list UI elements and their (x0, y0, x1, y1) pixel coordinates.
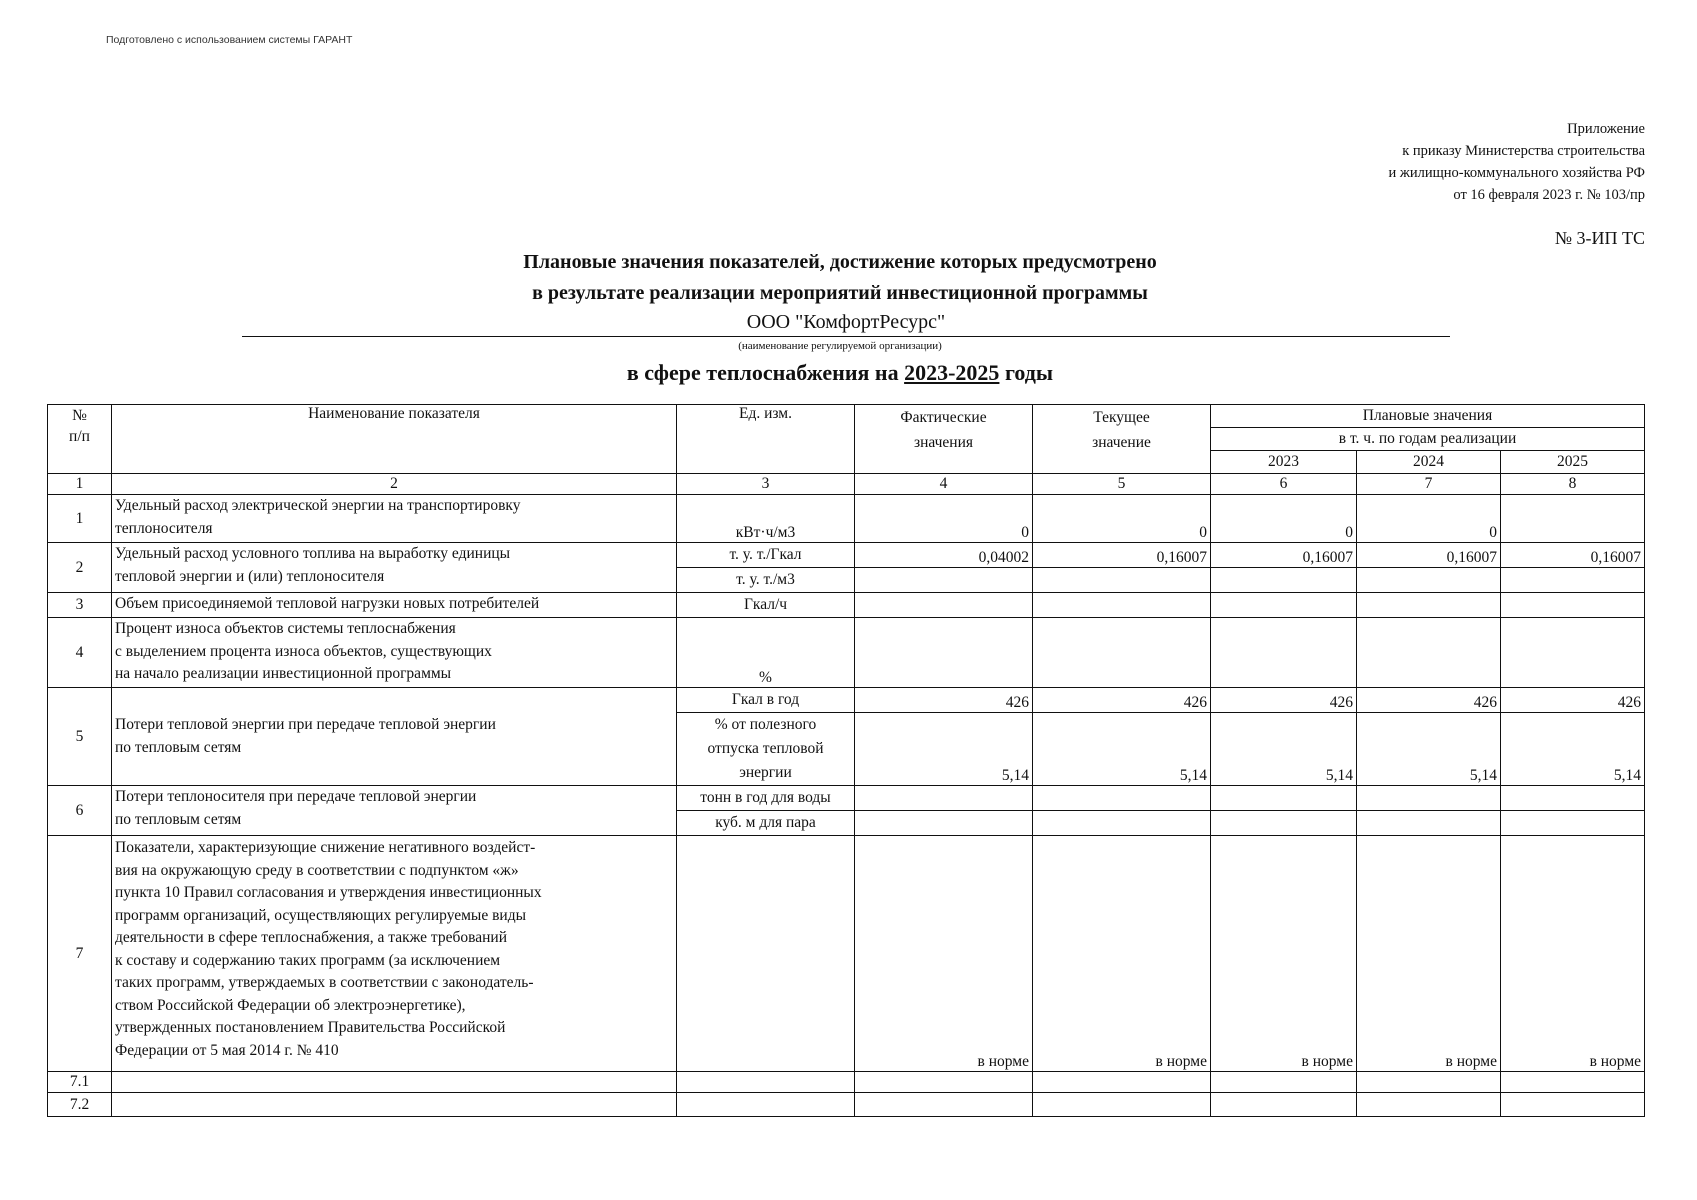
row-unit: % от полезного отпуска тепловой энергии (677, 713, 855, 786)
table-row (48, 618, 1645, 688)
table-row (48, 786, 1645, 811)
table-row (48, 688, 1645, 713)
col-number: 8 (1501, 474, 1645, 495)
title-line-1: Плановые значения показателей, достижение которых предусмотрено (523, 251, 1157, 273)
header-year-2023: 2023 (1211, 451, 1357, 474)
empty-cell (112, 1093, 677, 1117)
row-num: 3 (48, 593, 112, 618)
row-num: 4 (48, 618, 112, 688)
empty-cell (1033, 618, 1211, 688)
col-number: 5 (1033, 474, 1211, 495)
appendix-line: и жилищно-коммунального хозяйства РФ (1388, 165, 1645, 181)
row-name: Показатели, характеризующие снижение негативного воздейст- вия на окружающую среду в соответствии с подпунктом «ж» пункта 10 Правил согласования и утверждения инвестиционных программ организаций, осуществляющих регулируемые виды деятельности в сфере теплоснабжения, а также требований к составу и содержанию таких программ (за исключением таких программ, утверждаемых в соответствии с законодатель- ством Российской Федерации об электроэнергетике), утвержденных постановлением Правительства Российской Федерации от 5 мая 2014 г. № 410 (112, 836, 677, 1072)
title-prefix: в сфере теплоснабжения на (626, 360, 905, 385)
appendix-line: Приложение (1567, 121, 1645, 137)
empty-cell (855, 568, 1033, 593)
value-2024: 426 (1357, 688, 1501, 713)
row-num: 7.2 (48, 1093, 112, 1117)
header-actual: Фактические значения (855, 405, 1033, 474)
row-unit: Гкал/ч (677, 593, 855, 618)
value-2025: 0,16007 (1501, 543, 1645, 568)
value-current: 426 (1033, 688, 1211, 713)
empty-cell (1033, 568, 1211, 593)
row-name: Процент износа объектов системы теплоснабжения с выделением процента износа объектов, существующих на начало реализации инвестиционной программы (112, 618, 677, 688)
row-unit: Гкал в год (677, 688, 855, 713)
appendix-line: от 16 февраля 2023 г. № 103/пр (1453, 187, 1645, 203)
row-num: 7.1 (48, 1072, 112, 1093)
col-number: 2 (112, 474, 677, 495)
empty-cell (1211, 593, 1357, 618)
value-actual: 426 (855, 688, 1033, 713)
table-row (48, 836, 1645, 1072)
col-number: 4 (855, 474, 1033, 495)
organization-note: (наименование регулируемой организации) (738, 340, 942, 352)
empty-cell (1357, 1093, 1501, 1117)
header-name: Наименование показателя (112, 405, 677, 474)
row-name: Удельный расход электрической энергии на транспортировку теплоносителя (112, 495, 677, 543)
table-row (48, 543, 1645, 568)
row-unit: куб. м для пара (677, 811, 855, 836)
row-name: Удельный расход условного топлива на выработку единицы тепловой энергии и (или) теплоносителя (112, 543, 677, 593)
empty-cell (1357, 568, 1501, 593)
header-year-2024: 2024 (1357, 451, 1501, 474)
value-2025: 426 (1501, 688, 1645, 713)
header-by-years: в т. ч. по годам реализации (1211, 428, 1645, 451)
header-num: № п/п (48, 405, 112, 474)
empty-cell (1033, 1072, 1211, 1093)
table-row (48, 1072, 1645, 1093)
value-2025 (1501, 495, 1645, 543)
organization-name: ООО "КомфортРесурс" (242, 310, 1450, 337)
row-name: Объем присоединяемой тепловой нагрузки новых потребителей (112, 593, 677, 618)
empty-cell (1211, 1072, 1357, 1093)
empty-cell (677, 1072, 855, 1093)
empty-cell (677, 1093, 855, 1117)
value-actual: 5,14 (855, 713, 1033, 786)
value-2025: 5,14 (1501, 713, 1645, 786)
value-2023: 0,16007 (1211, 543, 1357, 568)
row-unit: тонн в год для воды (677, 786, 855, 811)
row-unit: т. у. т./м3 (677, 568, 855, 593)
empty-cell (855, 786, 1033, 811)
title-line-2: в результате реализации мероприятий инвестиционной программы (532, 282, 1148, 304)
garant-note: Подготовлено с использованием системы ГАРАНТ (106, 34, 353, 46)
value-2023: в норме (1211, 836, 1357, 1072)
value-2024: 0,16007 (1357, 543, 1501, 568)
empty-cell (1501, 618, 1645, 688)
empty-cell (1033, 811, 1211, 836)
col-number: 1 (48, 474, 112, 495)
value-2024: 5,14 (1357, 713, 1501, 786)
empty-cell (112, 1072, 677, 1093)
col-number: 6 (1211, 474, 1357, 495)
table-row (48, 495, 1645, 543)
row-num: 2 (48, 543, 112, 593)
empty-cell (855, 1093, 1033, 1117)
empty-cell (1501, 811, 1645, 836)
col-number: 7 (1357, 474, 1501, 495)
empty-cell (1501, 1093, 1645, 1117)
empty-cell (1211, 786, 1357, 811)
value-current: 0 (1033, 495, 1211, 543)
empty-cell (1211, 1093, 1357, 1117)
empty-cell (1211, 568, 1357, 593)
indicators-table (47, 404, 1645, 1117)
value-current: 5,14 (1033, 713, 1211, 786)
appendix-block (1388, 118, 1645, 206)
title-years: 2023-2025 (904, 360, 1000, 385)
empty-cell (1501, 593, 1645, 618)
row-num: 6 (48, 786, 112, 836)
row-name: Потери теплоносителя при передаче тепловой энергии по тепловым сетям (112, 786, 677, 836)
header-unit: Ед. изм. (677, 405, 855, 474)
row-unit: кВт·ч/м3 (677, 495, 855, 543)
value-actual: в норме (855, 836, 1033, 1072)
empty-cell (855, 1072, 1033, 1093)
table-row (48, 1093, 1645, 1117)
empty-cell (1211, 811, 1357, 836)
title-line-3 (240, 360, 1440, 386)
empty-cell (1357, 1072, 1501, 1093)
title-suffix: годы (999, 360, 1054, 385)
header-planned: Плановые значения (1211, 405, 1645, 428)
row-num: 5 (48, 688, 112, 786)
empty-cell (855, 811, 1033, 836)
header-current: Текущее значение (1033, 405, 1211, 474)
empty-cell (1501, 786, 1645, 811)
empty-cell (1357, 618, 1501, 688)
col-number: 3 (677, 474, 855, 495)
table-row (48, 593, 1645, 618)
empty-cell (1501, 568, 1645, 593)
empty-cell (855, 618, 1033, 688)
empty-cell (1211, 618, 1357, 688)
empty-cell (677, 836, 855, 1072)
empty-cell (1033, 593, 1211, 618)
empty-cell (1501, 1072, 1645, 1093)
row-unit: % (677, 618, 855, 688)
value-2023: 5,14 (1211, 713, 1357, 786)
row-num: 7 (48, 836, 112, 1072)
value-2025: в норме (1501, 836, 1645, 1072)
empty-cell (1357, 593, 1501, 618)
header-year-2025: 2025 (1501, 451, 1645, 474)
row-num: 1 (48, 495, 112, 543)
empty-cell (1357, 811, 1501, 836)
row-unit: т. у. т./Гкал (677, 543, 855, 568)
value-2023: 0 (1211, 495, 1357, 543)
empty-cell (855, 593, 1033, 618)
empty-cell (1033, 786, 1211, 811)
value-actual: 0 (855, 495, 1033, 543)
empty-cell (1033, 1093, 1211, 1117)
appendix-line: к приказу Министерства строительства (1402, 143, 1645, 159)
value-2024: в норме (1357, 836, 1501, 1072)
row-name: Потери тепловой энергии при передаче тепловой энергии по тепловым сетям (112, 688, 677, 786)
form-number: № 3-ИП ТС (1554, 228, 1645, 248)
value-current: в норме (1033, 836, 1211, 1072)
value-2023: 426 (1211, 688, 1357, 713)
value-actual: 0,04002 (855, 543, 1033, 568)
value-2024: 0 (1357, 495, 1501, 543)
value-current: 0,16007 (1033, 543, 1211, 568)
empty-cell (1357, 786, 1501, 811)
